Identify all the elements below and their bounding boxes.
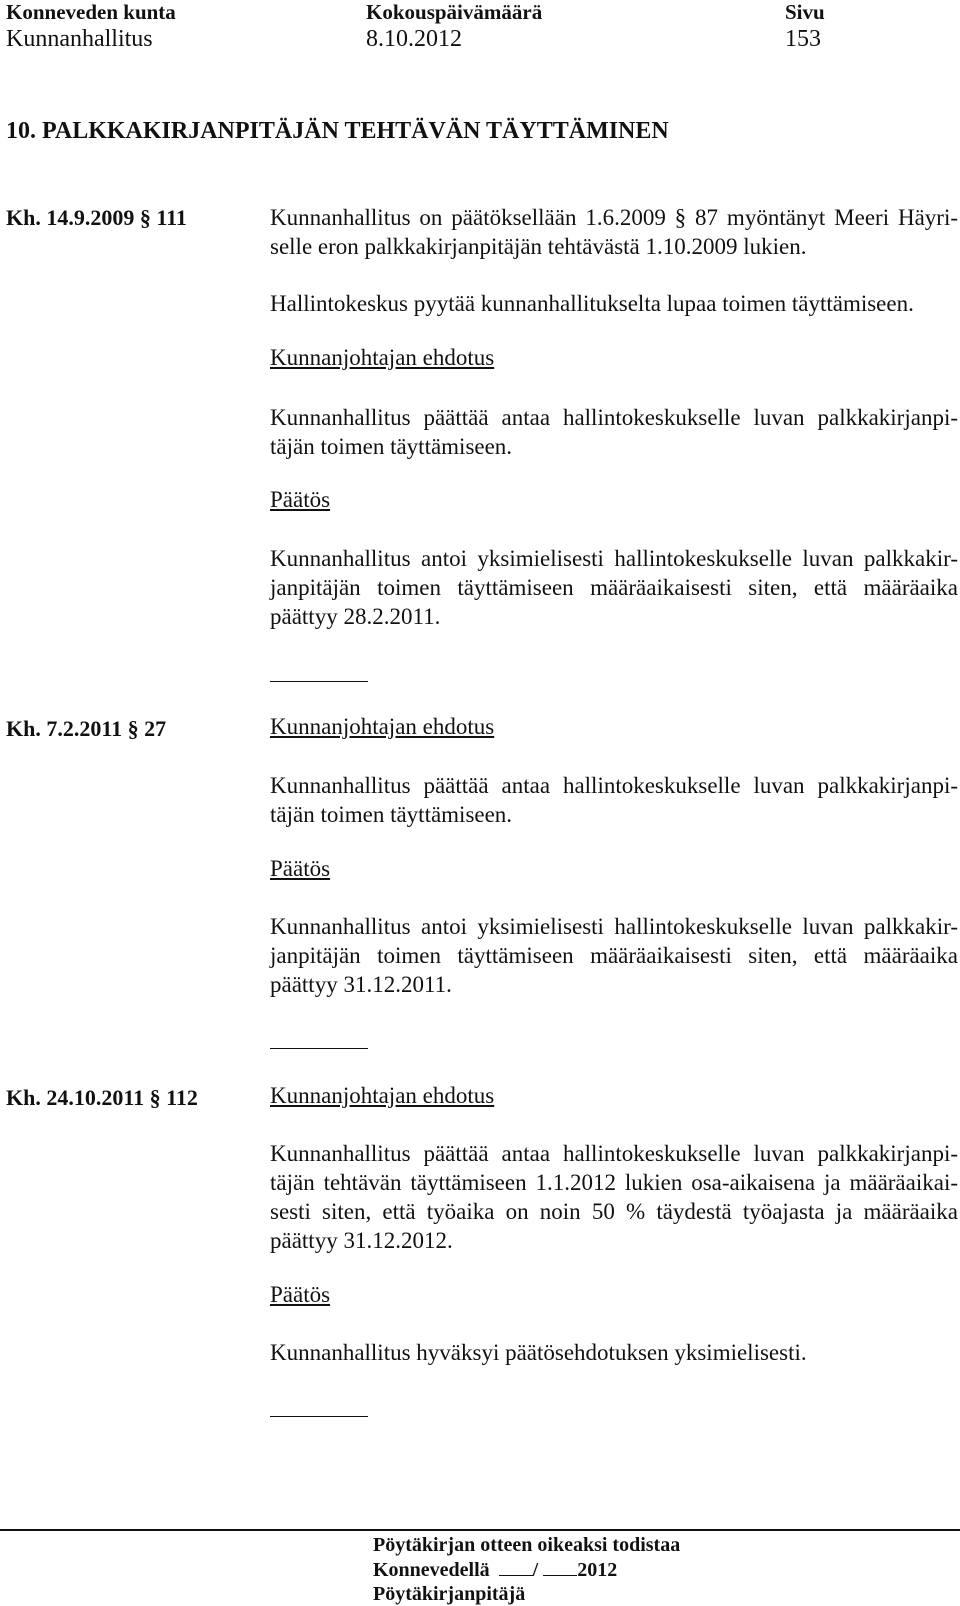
day-blank (499, 1559, 533, 1576)
separator-rule (270, 1048, 368, 1049)
meeting-1-proposal-heading: Kunnanjohtajan ehdotus (270, 345, 495, 370)
footer-place: Konnevedellä (373, 1559, 490, 1581)
page-number: 153 (785, 26, 821, 52)
footer-certify: Pöytäkirjan otteen oikeaksi todistaa (373, 1534, 681, 1556)
meeting-2-decision: Kunnanhallitus antoi yksimielisesti hallintokeskukselle luvan palkkakir-janpitäjän toimen täyttämiseen määräaikaisesti siten, että määräaika päättyy 31.12.2011. (270, 914, 958, 997)
meeting-3-proposal-heading: Kunnanjohtajan ehdotus (270, 1083, 495, 1108)
section-title: 10. PALKKAKIRJANPITÄJÄN TEHTÄVÄN TÄYTTÄMINEN (6, 118, 669, 144)
date-label: Kokouspäivämäärä (366, 0, 543, 24)
date-value: 8.10.2012 (366, 26, 462, 52)
meeting-2-proposal: Kunnanhallitus päättää antaa hallintokeskukselle luvan palkkakirjanpi-täjän toimen täyttämiseen. (270, 773, 958, 827)
meeting-1-decision-heading: Päätös (270, 487, 331, 512)
org-label: Konneveden kunta (6, 0, 176, 24)
separator-rule (270, 1416, 368, 1417)
org-value: Kunnanhallitus (6, 26, 153, 52)
meeting-3-decision: Kunnanhallitus hyväksyi päätösehdotuksen yksimielisesti. (270, 1340, 807, 1365)
footer-signer: Pöytäkirjanpitäjä (373, 1583, 526, 1605)
footer-rule (0, 1529, 960, 1531)
meeting-ref-3: Kh. 24.10.2011 § 112 (6, 1085, 198, 1110)
meeting-2-proposal-heading: Kunnanjohtajan ehdotus (270, 714, 495, 739)
meeting-1-intro: Kunnanhallitus on päätöksellään 1.6.2009 § 87 myöntänyt Meeri Häyri-selle eron palkkakirjanpitäjän tehtävästä 1.10.2009 lukien. (270, 205, 958, 259)
meeting-1-proposal: Kunnanhallitus päättää antaa hallintokeskukselle luvan palkkakirjanpi-täjän toimen täyttämiseen. (270, 405, 958, 459)
meeting-ref-1: Kh. 14.9.2009 § 111 (6, 205, 187, 230)
meeting-1-decision: Kunnanhallitus antoi yksimielisesti hallintokeskukselle luvan palkkakir-janpitäjän toimen täyttämiseen määräaikaisesti siten, että määräaika päättyy 28.2.2011. (270, 546, 958, 629)
meeting-3-decision-heading: Päätös (270, 1282, 331, 1307)
month-blank (543, 1559, 577, 1576)
meeting-3-proposal: Kunnanhallitus päättää antaa hallintokeskukselle luvan palkkakirjanpi-täjän tehtävän täyttämiseen 1.1.2012 lukien osa-aikaisena ja määräaikai-sesti siten, että työaika on noin 50 % täydestä työajasta ja määräaika päättyy 31.12.2012. (270, 1141, 958, 1253)
page-label: Sivu (785, 0, 825, 24)
footer-slash: / (532, 1559, 539, 1581)
footer-place-date (373, 1559, 617, 1582)
footer-year: 2012 (577, 1559, 618, 1581)
meeting-2-decision-heading: Päätös (270, 856, 331, 881)
meeting-ref-2: Kh. 7.2.2011 § 27 (6, 716, 167, 741)
meeting-1-request: Hallintokeskus pyytää kunnanhallitukselta lupaa toimen täyttämiseen. (270, 291, 914, 316)
separator-rule (270, 681, 368, 682)
